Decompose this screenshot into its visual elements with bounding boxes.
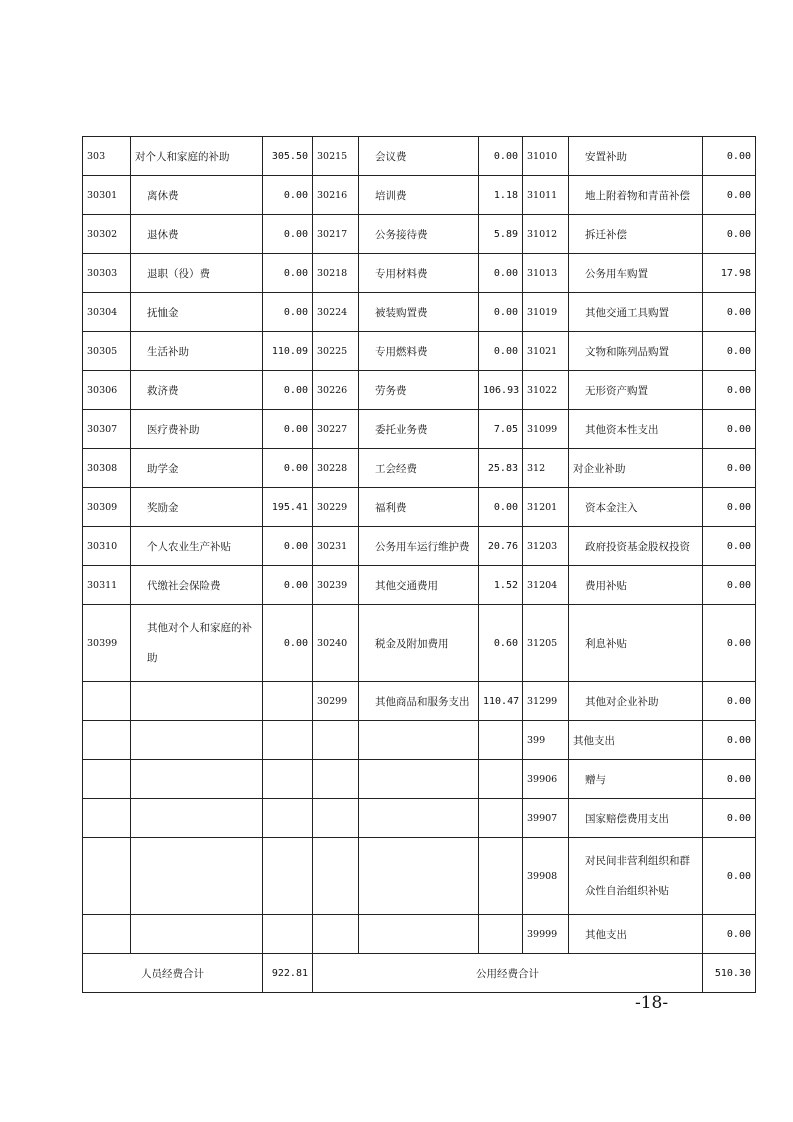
capital-code-cell: 31013 [523, 254, 569, 293]
personnel-amount-cell: 0.00 [263, 566, 313, 605]
personnel-code-cell: 30303 [83, 254, 131, 293]
table-row [83, 488, 756, 527]
public-code-cell: 30231 [313, 527, 359, 566]
public-amount-cell: 0.00 [479, 293, 523, 332]
table-row [83, 332, 756, 371]
public-amount-cell: 7.05 [479, 410, 523, 449]
personnel-code-cell: 30304 [83, 293, 131, 332]
personnel-total-label: 人员经费合计 [83, 954, 263, 993]
public-amount-cell: 0.00 [479, 332, 523, 371]
capital-item-cell: 其他支出 [569, 915, 703, 954]
capital-amount-cell: 0.00 [703, 566, 756, 605]
capital-item-cell: 公务用车购置 [569, 254, 703, 293]
capital-amount-cell: 0.00 [703, 176, 756, 215]
public-code-cell [313, 721, 359, 760]
public-amount-cell: 110.47 [479, 682, 523, 721]
personnel-code-cell [83, 799, 131, 838]
public-amount-cell [479, 760, 523, 799]
personnel-total-value: 922.81 [263, 954, 313, 993]
capital-amount-cell: 0.00 [703, 137, 756, 176]
capital-amount-cell: 0.00 [703, 410, 756, 449]
capital-item-cell: 地上附着物和青苗补偿 [569, 176, 703, 215]
public-item-cell: 工会经费 [359, 449, 479, 488]
personnel-code-cell: 30311 [83, 566, 131, 605]
public-item-cell: 委托业务费 [359, 410, 479, 449]
capital-amount-cell: 0.00 [703, 721, 756, 760]
personnel-code-cell: 30301 [83, 176, 131, 215]
public-total-value: 510.30 [703, 954, 756, 993]
public-amount-cell [479, 838, 523, 915]
capital-item-cell: 对民间非营利组织和群众性自治组织补贴 [569, 838, 703, 915]
personnel-amount-cell: 305.50 [263, 137, 313, 176]
public-amount-cell: 0.00 [479, 488, 523, 527]
public-item-cell [359, 915, 479, 954]
capital-code-cell: 31010 [523, 137, 569, 176]
capital-code-cell: 31021 [523, 332, 569, 371]
public-amount-cell: 0.00 [479, 254, 523, 293]
table-row [83, 215, 756, 254]
personnel-code-cell: 30308 [83, 449, 131, 488]
expenditure-table [82, 136, 756, 993]
personnel-item-cell: 退职（役）费 [131, 254, 263, 293]
personnel-item-cell [131, 838, 263, 915]
personnel-code-cell: 303 [83, 137, 131, 176]
personnel-code-cell [83, 721, 131, 760]
public-item-cell: 劳务费 [359, 371, 479, 410]
personnel-item-cell: 抚恤金 [131, 293, 263, 332]
capital-amount-cell: 0.00 [703, 915, 756, 954]
public-total-label: 公用经费合计 [313, 954, 703, 993]
personnel-amount-cell [263, 760, 313, 799]
public-item-cell [359, 799, 479, 838]
capital-code-cell: 31011 [523, 176, 569, 215]
capital-code-cell: 31205 [523, 605, 569, 682]
public-item-cell [359, 760, 479, 799]
personnel-amount-cell: 0.00 [263, 410, 313, 449]
public-item-cell: 其他交通费用 [359, 566, 479, 605]
capital-code-cell: 399 [523, 721, 569, 760]
public-amount-cell: 1.18 [479, 176, 523, 215]
public-amount-cell: 106.93 [479, 371, 523, 410]
table-row [83, 566, 756, 605]
capital-item-cell: 费用补贴 [569, 566, 703, 605]
personnel-amount-cell [263, 838, 313, 915]
capital-amount-cell: 0.00 [703, 332, 756, 371]
personnel-amount-cell [263, 799, 313, 838]
personnel-amount-cell: 0.00 [263, 215, 313, 254]
public-code-cell [313, 760, 359, 799]
personnel-amount-cell [263, 682, 313, 721]
capital-amount-cell: 0.00 [703, 371, 756, 410]
capital-amount-cell: 0.00 [703, 799, 756, 838]
personnel-item-cell: 代缴社会保险费 [131, 566, 263, 605]
personnel-code-cell: 30307 [83, 410, 131, 449]
public-item-cell: 培训费 [359, 176, 479, 215]
capital-amount-cell: 0.00 [703, 527, 756, 566]
public-item-cell: 公务用车运行维护费 [359, 527, 479, 566]
capital-code-cell: 312 [523, 449, 569, 488]
public-item-cell [359, 721, 479, 760]
table-row [83, 371, 756, 410]
personnel-amount-cell: 0.00 [263, 176, 313, 215]
capital-code-cell: 31201 [523, 488, 569, 527]
personnel-item-cell: 奖励金 [131, 488, 263, 527]
personnel-amount-cell [263, 721, 313, 760]
table-row [83, 682, 756, 721]
capital-code-cell: 31012 [523, 215, 569, 254]
personnel-item-cell: 生活补助 [131, 332, 263, 371]
public-code-cell: 30225 [313, 332, 359, 371]
capital-item-cell: 资本金注入 [569, 488, 703, 527]
public-item-cell: 专用燃料费 [359, 332, 479, 371]
table-row [83, 449, 756, 488]
personnel-item-cell: 其他对个人和家庭的补助 [131, 605, 263, 682]
public-amount-cell: 1.52 [479, 566, 523, 605]
public-code-cell [313, 838, 359, 915]
capital-code-cell: 31204 [523, 566, 569, 605]
personnel-code-cell: 30399 [83, 605, 131, 682]
capital-amount-cell: 0.00 [703, 760, 756, 799]
table-row [83, 254, 756, 293]
public-code-cell: 30229 [313, 488, 359, 527]
capital-item-cell: 其他对企业补助 [569, 682, 703, 721]
capital-code-cell: 39999 [523, 915, 569, 954]
personnel-amount-cell: 0.00 [263, 449, 313, 488]
capital-item-cell: 无形资产购置 [569, 371, 703, 410]
public-code-cell: 30240 [313, 605, 359, 682]
personnel-code-cell: 30302 [83, 215, 131, 254]
table-row [83, 176, 756, 215]
capital-code-cell: 31203 [523, 527, 569, 566]
capital-amount-cell: 0.00 [703, 293, 756, 332]
table-body [83, 137, 756, 993]
totals-row [83, 954, 756, 993]
personnel-code-cell [83, 682, 131, 721]
capital-item-cell: 其他交通工具购置 [569, 293, 703, 332]
public-item-cell: 福利费 [359, 488, 479, 527]
capital-amount-cell: 0.00 [703, 838, 756, 915]
personnel-item-cell: 对个人和家庭的补助 [131, 137, 263, 176]
personnel-amount-cell: 0.00 [263, 293, 313, 332]
public-code-cell: 30239 [313, 566, 359, 605]
personnel-item-cell [131, 799, 263, 838]
public-item-cell: 专用材料费 [359, 254, 479, 293]
personnel-item-cell: 医疗费补助 [131, 410, 263, 449]
public-code-cell: 30228 [313, 449, 359, 488]
capital-amount-cell: 0.00 [703, 215, 756, 254]
personnel-code-cell: 30305 [83, 332, 131, 371]
personnel-code-cell [83, 760, 131, 799]
capital-code-cell: 39908 [523, 838, 569, 915]
capital-amount-cell: 0.00 [703, 488, 756, 527]
table-row [83, 410, 756, 449]
capital-item-cell: 文物和陈列品购置 [569, 332, 703, 371]
personnel-item-cell: 救济费 [131, 371, 263, 410]
public-code-cell: 30216 [313, 176, 359, 215]
capital-amount-cell: 0.00 [703, 449, 756, 488]
capital-item-cell: 利息补贴 [569, 605, 703, 682]
table-row [83, 760, 756, 799]
personnel-item-cell [131, 721, 263, 760]
capital-code-cell: 31019 [523, 293, 569, 332]
public-code-cell [313, 915, 359, 954]
personnel-item-cell: 个人农业生产补贴 [131, 527, 263, 566]
capital-item-cell: 赠与 [569, 760, 703, 799]
public-code-cell [313, 799, 359, 838]
personnel-code-cell [83, 915, 131, 954]
public-amount-cell: 5.89 [479, 215, 523, 254]
personnel-amount-cell: 110.09 [263, 332, 313, 371]
personnel-item-cell [131, 760, 263, 799]
personnel-item-cell [131, 915, 263, 954]
table-row [83, 721, 756, 760]
public-amount-cell: 20.76 [479, 527, 523, 566]
table-row [83, 915, 756, 954]
public-code-cell: 30226 [313, 371, 359, 410]
table-row [83, 838, 756, 915]
personnel-code-cell: 30306 [83, 371, 131, 410]
personnel-amount-cell: 195.41 [263, 488, 313, 527]
public-code-cell: 30218 [313, 254, 359, 293]
public-amount-cell [479, 915, 523, 954]
public-item-cell [359, 838, 479, 915]
table-row [83, 293, 756, 332]
public-item-cell: 公务接待费 [359, 215, 479, 254]
capital-code-cell: 31099 [523, 410, 569, 449]
personnel-amount-cell: 0.00 [263, 371, 313, 410]
personnel-amount-cell: 0.00 [263, 527, 313, 566]
public-code-cell: 30224 [313, 293, 359, 332]
capital-item-cell: 其他资本性支出 [569, 410, 703, 449]
public-amount-cell [479, 799, 523, 838]
public-code-cell: 30215 [313, 137, 359, 176]
capital-item-cell: 其他支出 [569, 721, 703, 760]
capital-item-cell: 政府投资基金股权投资 [569, 527, 703, 566]
personnel-amount-cell [263, 915, 313, 954]
public-amount-cell: 0.60 [479, 605, 523, 682]
personnel-amount-cell: 0.00 [263, 254, 313, 293]
public-code-cell: 30217 [313, 215, 359, 254]
personnel-amount-cell: 0.00 [263, 605, 313, 682]
capital-amount-cell: 0.00 [703, 605, 756, 682]
capital-item-cell: 拆迁补偿 [569, 215, 703, 254]
capital-code-cell: 31022 [523, 371, 569, 410]
table-row [83, 605, 756, 682]
personnel-item-cell [131, 682, 263, 721]
personnel-code-cell [83, 838, 131, 915]
personnel-code-cell: 30309 [83, 488, 131, 527]
personnel-item-cell: 离休费 [131, 176, 263, 215]
public-amount-cell: 25.83 [479, 449, 523, 488]
table-row [83, 137, 756, 176]
personnel-code-cell: 30310 [83, 527, 131, 566]
public-item-cell: 税金及附加费用 [359, 605, 479, 682]
page-number: -18- [635, 993, 669, 1013]
public-amount-cell: 0.00 [479, 137, 523, 176]
capital-item-cell: 安置补助 [569, 137, 703, 176]
capital-code-cell: 31299 [523, 682, 569, 721]
personnel-item-cell: 退休费 [131, 215, 263, 254]
public-code-cell: 30227 [313, 410, 359, 449]
public-item-cell: 其他商品和服务支出 [359, 682, 479, 721]
public-amount-cell [479, 721, 523, 760]
table-row [83, 527, 756, 566]
capital-code-cell: 39906 [523, 760, 569, 799]
public-code-cell: 30299 [313, 682, 359, 721]
capital-item-cell: 对企业补助 [569, 449, 703, 488]
capital-amount-cell: 0.00 [703, 682, 756, 721]
personnel-item-cell: 助学金 [131, 449, 263, 488]
capital-amount-cell: 17.98 [703, 254, 756, 293]
capital-code-cell: 39907 [523, 799, 569, 838]
public-item-cell: 被装购置费 [359, 293, 479, 332]
public-item-cell: 会议费 [359, 137, 479, 176]
table-row [83, 799, 756, 838]
capital-item-cell: 国家赔偿费用支出 [569, 799, 703, 838]
